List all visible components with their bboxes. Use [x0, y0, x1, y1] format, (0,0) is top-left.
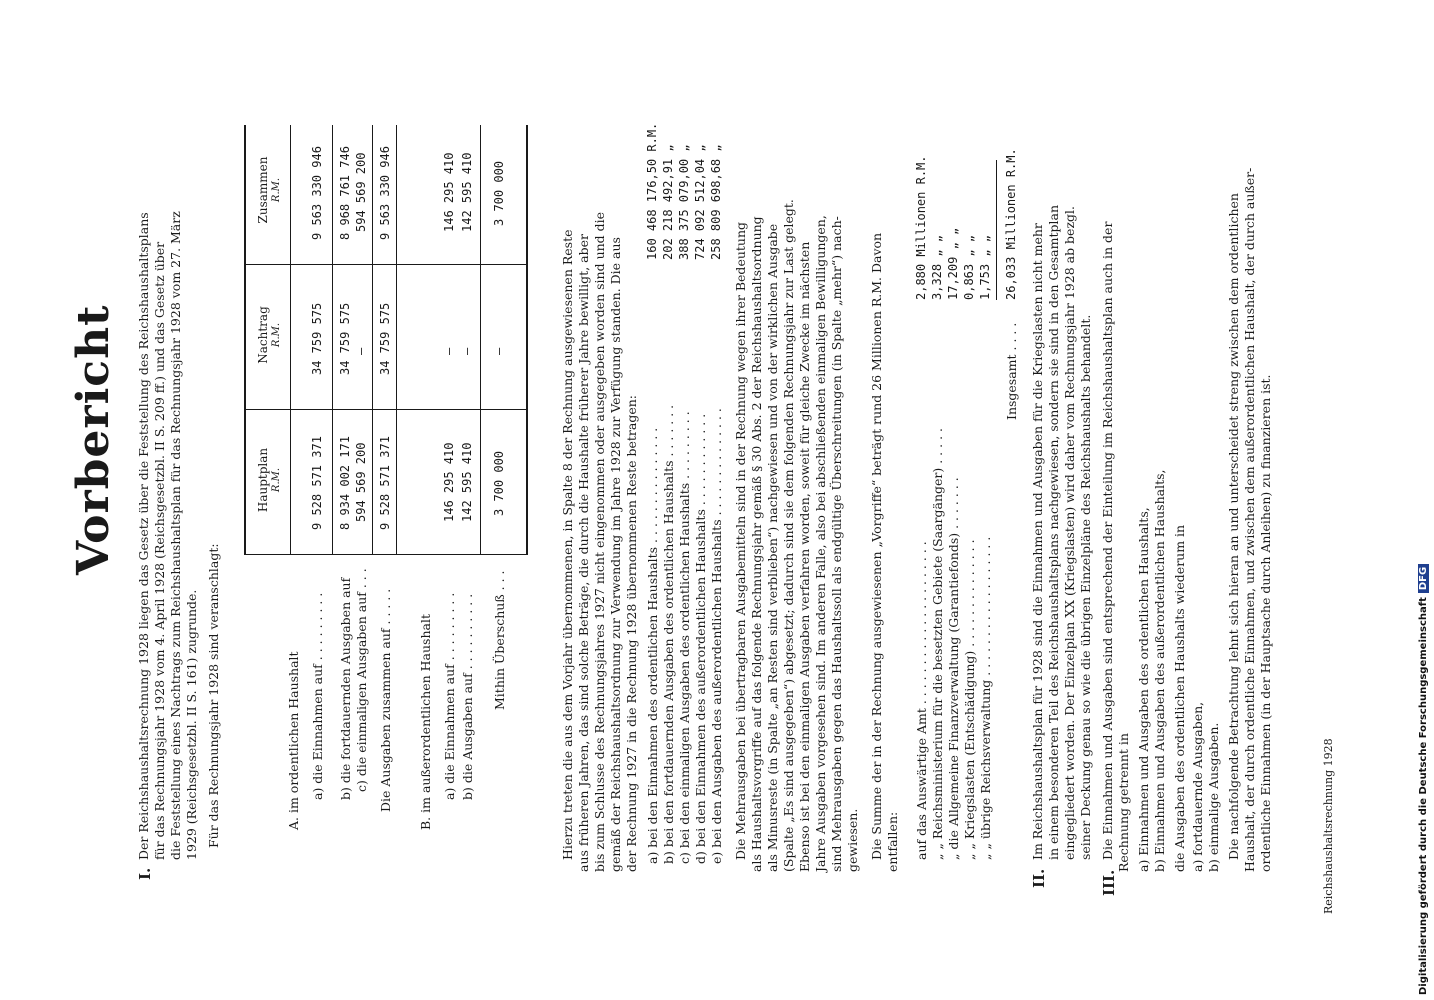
reste-line: aus früheren Jahren, das sind solche Beträge, die durch die Haushalte früherer Jahre bewilligt, aber [576, 234, 591, 872]
vorgriffe-item-value: 1,753 „ „ [978, 234, 992, 300]
section-2-number: II. [1030, 868, 1048, 888]
digitization-note [1418, 564, 1429, 995]
section-2-line: in einem besonderen Teil des Reichshaushaltsplans nachgewiesen, sondern sie sind in den Gesamtplan [1046, 204, 1061, 860]
section-3-line: b) einmalige Ausgaben. [1206, 722, 1221, 872]
mehr-line: sind Mehrausgaben gegen das Haushaltssoll als endgültige Überschreitungen (in Spalte „mehr“) nach- [829, 216, 844, 872]
table-header-rule [290, 125, 291, 555]
table-bottom-rule [526, 125, 528, 555]
page-footer: Reichshaushaltsrechnung 1928 [1322, 738, 1335, 914]
reste-item-label: e) bei den Ausgaben des außerordentlichen Haushalts . . . . . . . . . . . . . . [709, 408, 724, 864]
cell: 34 759 575 [378, 302, 392, 375]
vorgriffe-item-value: 2,880 Millionen R.M. [914, 155, 928, 300]
vorgriffe-line: entfallen: [885, 811, 900, 872]
vorgriffe-item-label: „ „ Reichsministerium für die besetzten Gebiete (Saargänger) . . . . . [930, 427, 945, 860]
cell: 9 528 571 371 [310, 436, 324, 530]
row-rule [372, 125, 373, 555]
section-3-number: III. [1100, 869, 1118, 896]
reste-item-value: 258 809 698,68 „ [709, 144, 723, 260]
mehr-line: gewiesen. [845, 808, 860, 872]
section-2-line: eingegliedert worden. Der Einzelplan XX (Kriegslasten) wird daher vom Rechnungsjahr 1928 ab bezgl. [1062, 205, 1077, 860]
cell: 9 563 330 946 [378, 146, 392, 240]
cell: 9 528 571 371 [378, 436, 392, 530]
section-3-line: Die nachfolgende Betrachtung lehnt sich hieran an und unterscheidet streng zwischen dem ordentlichen [1226, 193, 1241, 860]
cell: 3 700 000 [492, 160, 506, 226]
section-2-line: seiner Deckung genau so wie die übrigen Einzelpläne des Reichshaushalts behandelt. [1078, 314, 1093, 860]
reste-line: bis zum Schlusse des Rechnungsjahres 1927 nicht eingenommen oder ausgegeben worden sind und die [592, 211, 607, 872]
cell: 8 934 002 171 [338, 436, 352, 530]
vorgriffe-item-value: 17,209 „ „ [946, 227, 960, 300]
section-1-line: die Feststellung eines Nachtrags zum Reichshaushaltsplan für das Rechnungsjahr 1928 vom 27. März [168, 211, 183, 860]
cell: 142 595 410 [460, 442, 474, 522]
section-3-line: a) fortdauernde Ausgaben, [1190, 701, 1205, 872]
reste-line: gemäß der Reichshaushaltsordnung zur Verwendung im Jahre 1928 zur Verfügung standen. Die aus [608, 237, 623, 872]
row-label-total: Mithin Überschuß . . . [492, 570, 507, 710]
reste-item-label: a) bei den Einnahmen des ordentlichen Haushalts . . . . . . . . . . . . . . . [645, 427, 660, 864]
row-label: c) die einmaligen Ausgaben auf . . . [354, 568, 369, 792]
cell: 146 295 410 [442, 442, 456, 522]
section-1-intro: Für das Rechnungsjahr 1928 sind veranschlagt: [206, 543, 221, 848]
reste-item-value: 160 468 176,50 R.M. [645, 122, 659, 260]
section-1-line: 1929 (Reichsgesetzbl. II S. 161) zugrunde. [184, 589, 199, 860]
mehr-line: Jahre Ausgaben vorgesehen sind. Im anderen Falle, also bei abschließenden einmaligen Bewilligungen, [813, 215, 828, 872]
table-col-rule [244, 409, 526, 410]
reste-line: der Rechnung 1927 in die Rechnung 1928 übernommenen Reste betragen: [624, 395, 639, 872]
section-2-line: Im Reichshaushaltsplan für 1928 sind die Einnahmen und Ausgaben für die Kriegslasten nicht mehr [1030, 223, 1045, 860]
reste-item-label: c) bei den einmaligen Ausgaben des ordentlichen Haushalts . . . . . . . . . [677, 411, 692, 864]
mehr-line: als Minusreste (in Spalte „an Resten sind verblieben“) nachgewiesen und von der wirklichen Ausgabe [765, 223, 780, 872]
col-header-hauptplan: Hauptplan R.M. [256, 447, 282, 513]
vorgriffe-item-label: „ „ Kriegslasten (Entschädigung) . . . . . . . . . . . . . . [962, 539, 977, 860]
reste-item-value: 724 092 512,04 „ [693, 144, 707, 260]
table-top-rule [244, 125, 246, 555]
table-col-rule [244, 554, 526, 555]
row-label: b) die Ausgaben auf . . . . . . . . . . [460, 593, 475, 800]
page-title: Vorbericht [68, 304, 119, 575]
cell: 3 700 000 [492, 450, 506, 516]
digitization-text: Digitalisierung gefördert durch die Deutsche Forschungsgemeinschaft [1418, 597, 1429, 995]
cell: 34 759 575 [310, 302, 324, 375]
section-3-line: a) Einnahmen und Ausgaben des ordentlichen Haushalts, [1136, 507, 1151, 872]
dfg-logo: DFG [1418, 564, 1429, 593]
group-a-label: A. im ordentlichen Haushalt [286, 651, 301, 830]
row-label: b) die fortdauernden Ausgaben auf [338, 577, 353, 800]
cell: — [442, 347, 456, 355]
cell: 142 595 410 [460, 152, 474, 232]
section-1-number: I. [136, 867, 154, 880]
cell: 8 968 761 746 [338, 146, 352, 240]
row-label: a) die Einnahmen auf . . . . . . . . . [442, 592, 457, 800]
cell: 146 295 410 [442, 152, 456, 232]
col-header-nachtrag: Nachtrag R.M. [256, 306, 282, 364]
sum-rule [996, 160, 997, 300]
cell: — [492, 347, 506, 355]
row-rule [332, 125, 333, 555]
section-3-line: b) Einnahmen und Ausgaben des außerordentlichen Haushalts, [1152, 469, 1167, 872]
row-label: Die Ausgaben zusammen auf . . . . . [378, 588, 393, 812]
mehr-line: Die Mehrausgaben bei übertragbaren Ausgabemitteln sind in der Rechnung wegen ihrer Bedeutung [733, 221, 748, 860]
table-col-rule [244, 264, 526, 265]
section-3-line: die Ausgaben des ordentlichen Haushalts wiederum in [1172, 524, 1187, 872]
cell: 594 569 200 [354, 152, 368, 232]
section-3-line: Haushalt, der durch ordentliche Einnahmen, und zwischen dem außerordentlichen Haushalt, der durch außer- [1242, 167, 1257, 872]
row-label: a) die Einnahmen auf . . . . . . . . . [310, 592, 325, 800]
vorgriffe-item-label: „ „ übrige Reichsverwaltung . . . . . . . . . . . . . . . . . . [978, 536, 993, 860]
vorgriffe-item-value: 3,328 „ „ [930, 234, 944, 300]
reste-item-value: 202 218 492,91 „ [661, 144, 675, 260]
section-3-line: Die Einnahmen und Ausgaben sind entsprechend der Einteilung im Reichshaushaltsplan auch in der [1100, 221, 1115, 860]
vorgriffe-line: Die Summe der in der Rechnung ausgewiesenen „Vorgriffe“ beträgt rund 26 Millionen R.M. Davon [869, 232, 884, 860]
section-1-line: für das Rechnungsjahr 1928 vom 4. April 1928 (Reichsgesetzbl. II S. 209 ff.) und das Gesetz über [152, 241, 167, 860]
cell: 34 759 575 [338, 302, 352, 375]
vorgriffe-total-value: 26,033 Millionen R.M. [1004, 148, 1018, 300]
cell: — [460, 347, 474, 355]
reste-line: Hierzu treten die aus dem Vorjahr übernommenen, in Spalte 8 der Rechnung ausgewiesenen Reste [560, 229, 575, 860]
vorgriffe-item-label: „ die Allgemeine Finanzverwaltung (Garantiefonds) . . . . . . . [946, 477, 961, 860]
row-rule [480, 125, 481, 555]
mehr-line: als Haushaltsvorgriffe auf das folgende Rechnungsjahr gemäß § 30 Abs. 2 der Reichshaushaltsordnung [749, 216, 764, 872]
row-rule [396, 125, 397, 555]
vorgriffe-total-label: Insgesamt . . . . [1004, 322, 1019, 420]
reste-item-value: 388 375 079,00 „ [677, 144, 691, 260]
mehr-line: Ebenso ist bei den einmaligen Ausgaben verfahren worden, soweit für gleiche Zwecke im nächsten [797, 241, 812, 872]
vorgriffe-item-label: auf das Auswärtige Amt . . . . . . . . . . . . . . . . . . . . . [914, 541, 929, 860]
cell: 594 569 200 [354, 442, 368, 522]
cell: 9 563 330 946 [310, 146, 324, 240]
reste-item-label: b) bei den fortdauernden Ausgaben des ordentlichen Haushalts . . . . . . . [661, 404, 676, 864]
section-1-line: Der Reichshaushaltsrechnung 1928 liegen das Gesetz über die Feststellung des Reichshaushaltsplans [136, 212, 151, 860]
reste-item-label: d) bei den Einnahmen des außerordentlichen Haushalts . . . . . . . . . . . . [693, 413, 708, 864]
col-header-zusammen: Zusammen R.M. [256, 156, 282, 224]
group-b-label: B. im außerordentlichen Haushalt [418, 614, 433, 830]
mehr-line: (Spalte „Es sind ausgegeben“) abgesetzt; dadurch sind sie dem folgenden Rechnungsjahr zur Last gelegt. [781, 199, 796, 872]
section-3-line: ordentliche Einnahmen (in der Hauptsache durch Anleihen) zu finanzieren ist. [1258, 374, 1273, 872]
vorgriffe-item-value: 0,863 „ „ [962, 234, 976, 300]
cell: — [354, 347, 368, 355]
section-3-line: Rechnung getrennt in [1116, 733, 1131, 872]
